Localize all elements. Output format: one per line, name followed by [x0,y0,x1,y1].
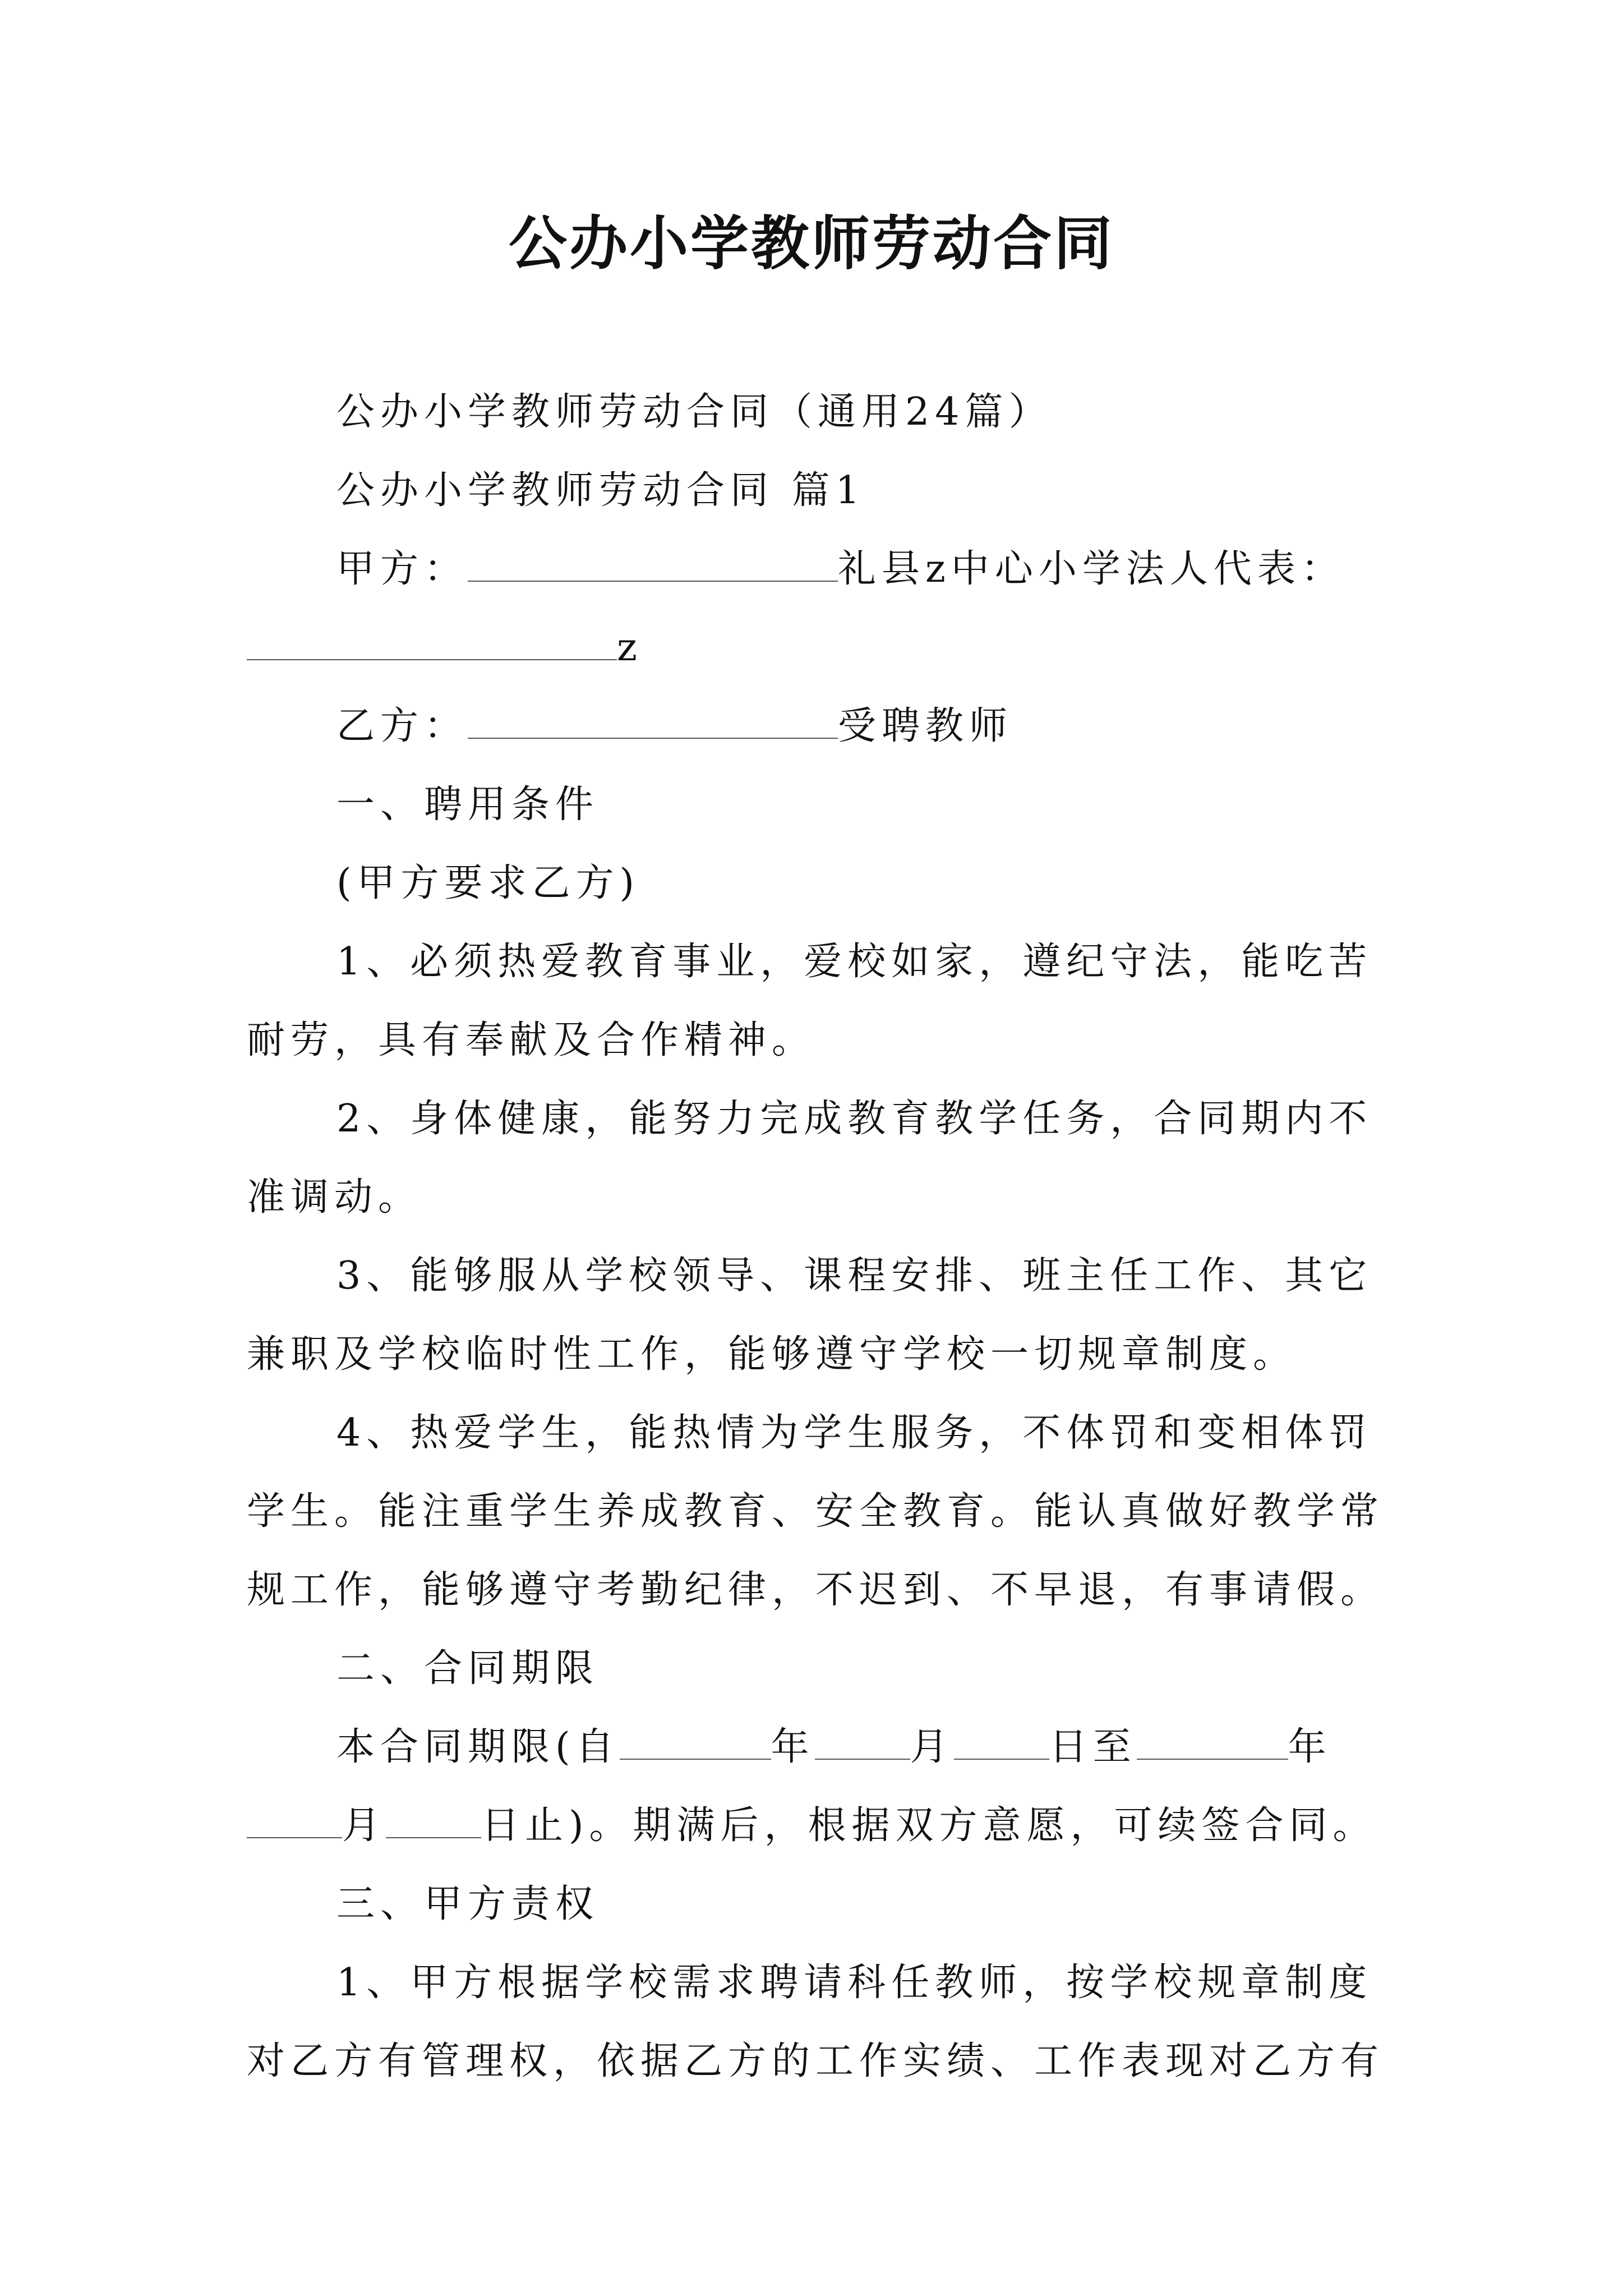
end-year-blank [1137,1725,1288,1760]
employment-conditions-note: (甲方要求乙方) [336,861,640,905]
party-a-line [247,530,1385,687]
condition-1: 1、必须热爱教育事业，爱校如家，遵纪守法，能吃苦耐劳，具有奉献及合作精神。 [247,940,1373,1062]
party-a-label: 甲方： [336,547,468,591]
start-month-blank [815,1725,910,1760]
party-b-text: 受聘教师 [838,704,1013,748]
heading-party-a-rights: 三、甲方责权 [336,1882,600,1926]
party-a-rep: z [617,625,643,670]
party-b-line [247,687,1385,766]
term-year-label: 年 [771,1725,815,1769]
term-end-text: 日止)。期满后，根据双方意愿，可续签合同。 [481,1803,1377,1848]
document-subtitle: 公办小学教师劳动合同（通用24篇） [336,390,1053,434]
term-prefix: 本合同期限(自 [336,1725,620,1769]
party-a-right-1: 1、甲方根据学校需求聘请科任教师，按学校规章制度对乙方有管理权，依据乙方的工作实绩、工作表现对乙方有 [247,1961,1385,2083]
term-end-month-label: 月 [342,1803,386,1848]
condition-4: 4、热爱学生，能热情为学生服务，不体罚和变相体罚学生。能注重学生养成教育、安全教育。能认真做好教学常规工作，能够遵守考勤纪律，不迟到、不早退，有事请假。 [247,1411,1385,1612]
start-year-blank [620,1725,771,1760]
end-day-blank [386,1803,481,1838]
start-day-blank [954,1725,1049,1760]
party-a-text: 礼县z中心小学法人代表： [838,547,1345,591]
document-title: 公办小学教师劳动合同 [508,209,1114,278]
term-month-label: 月 [910,1725,954,1769]
party-a-blank [468,547,838,582]
heading-employment-conditions: 一、聘用条件 [336,783,600,827]
term-end-year-label: 年 [1288,1725,1332,1769]
document-body [247,373,1385,2101]
end-month-blank [247,1803,342,1838]
term-day-to-label: 日至 [1049,1725,1137,1769]
section-heading: 公办小学教师劳动合同 篇1 [336,468,865,513]
heading-contract-term: 二、合同期限 [336,1646,600,1691]
party-b-label: 乙方： [336,704,468,748]
contract-term-line [247,1708,1385,1865]
condition-2: 2、身体健康，能努力完成教育教学任务，合同期内不准调动。 [247,1097,1373,1220]
party-b-blank [468,704,838,739]
party-a-rep-blank [247,625,617,660]
condition-3: 3、能够服从学校领导、课程安排、班主任工作、其它兼职及学校临时性工作，能够遵守学校一切规章制度。 [247,1254,1373,1377]
